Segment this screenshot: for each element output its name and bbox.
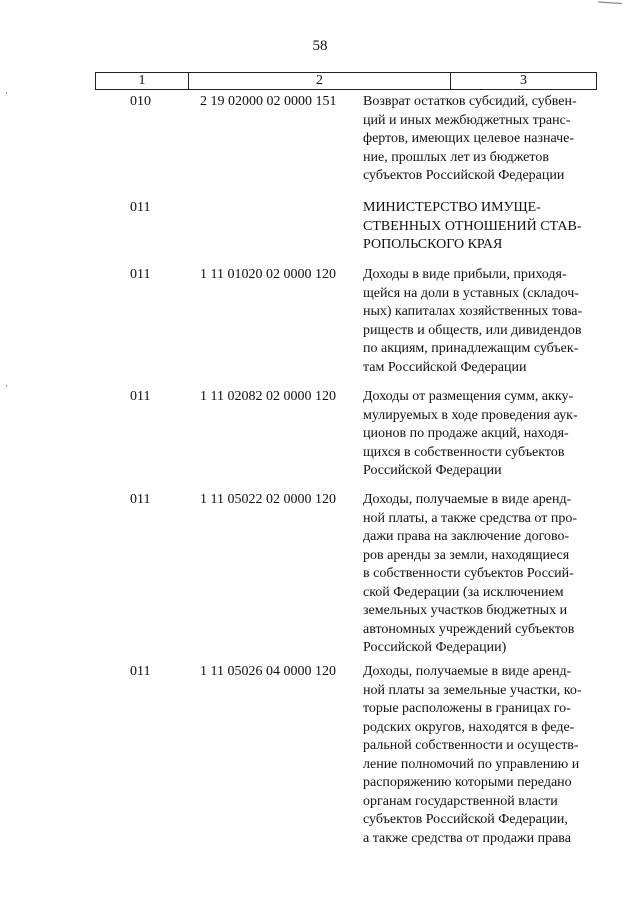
kbk-code: 1 11 05022 02 0000 120	[200, 492, 336, 507]
kbk-code: 1 11 01020 02 0000 120	[200, 267, 336, 282]
description-line: земельных участков бюджетных и	[363, 603, 568, 618]
description-line: МИНИСТЕРСТВО ИМУЩЕ-	[363, 200, 541, 215]
description-line: торые расположены в границах го-	[363, 701, 571, 716]
admin-code: 011	[130, 200, 151, 215]
description-line: дажи права на заключение догово-	[363, 529, 570, 544]
description-line: ных) капиталах хозяйственных това-	[363, 304, 583, 319]
description-line: щихся в собственности субъектов	[363, 444, 565, 460]
description-line: органам государственной власти	[363, 793, 558, 809]
description-line: Российской Федерации)	[363, 640, 507, 655]
admin-code: 011	[130, 664, 151, 679]
row-description	[363, 491, 598, 658]
description-line: а также средства от продажи права	[363, 830, 571, 846]
description-line: мулируемых в ходе проведения аук-	[363, 407, 578, 423]
description-line: РОПОЛЬСКОГО КРАЯ	[363, 237, 503, 252]
row-description	[363, 266, 598, 377]
description-line: ной платы, а также средства от про-	[363, 510, 577, 526]
header-col-3: 3	[520, 73, 527, 88]
scan-corner-mark	[598, 1, 622, 5]
row-description	[363, 663, 598, 848]
description-line: Доходы, получаемые в виде аренд-	[363, 492, 572, 507]
description-line: в собственности субъектов Россий-	[363, 566, 574, 581]
description-line: Доходы, получаемые в виде аренд-	[363, 664, 572, 679]
row-description	[363, 388, 598, 481]
description-line: ральной собственности и осуществ-	[363, 738, 579, 753]
description-line: по акциям, принадлежащим субъек-	[363, 341, 579, 356]
description-line: ров аренды за земли, находящиеся	[363, 547, 570, 563]
description-line: Доходы в виде прибыли, приходя-	[363, 267, 567, 282]
description-line: СТВЕННЫХ ОТНОШЕНИЙ СТАВ-	[363, 218, 582, 234]
description-line: субъектов Российской Федерации,	[363, 812, 568, 827]
admin-code: 010	[130, 94, 151, 109]
description-line: родских округов, находятся в феде-	[363, 719, 575, 735]
table-header	[95, 72, 597, 90]
description-line: субъектов Российской Федерации	[363, 168, 565, 183]
description-line: ной платы за земельные участки, ко-	[363, 682, 582, 698]
description-line: ской Федерации (за исключением	[363, 584, 564, 600]
row-description	[363, 199, 598, 255]
header-col-2: 2	[189, 73, 451, 89]
description-line: автономных учреждений субъектов	[363, 621, 575, 637]
description-line: ние, прошлых лет из бюджетов	[363, 149, 549, 165]
scan-margin-mark	[6, 92, 7, 94]
description-line: там Российской Федерации	[363, 359, 527, 375]
admin-code: 011	[130, 267, 151, 282]
description-line: Доходы от размещения сумм, акку-	[363, 389, 574, 404]
kbk-code: 1 11 02082 02 0000 120	[200, 389, 336, 404]
kbk-code: 2 19 02000 02 0000 151	[200, 94, 337, 109]
description-line: фертов, имеющих целевое назначе-	[363, 131, 575, 146]
page-number: 58	[312, 38, 328, 54]
scan-margin-mark	[6, 385, 7, 387]
description-line: щейся на доли в уставных (складоч-	[363, 285, 579, 301]
row-description	[363, 93, 598, 186]
kbk-code: 1 11 05026 04 0000 120	[200, 664, 336, 679]
header-col-1: 1	[96, 73, 189, 89]
description-line: Российской Федерации	[363, 463, 502, 478]
description-line: ление полномочий по управлению и	[363, 756, 580, 772]
admin-code: 011	[130, 492, 151, 507]
description-line: распоряжению которыми передано	[363, 775, 572, 790]
description-line: Возврат остатков субсидий, субвен-	[363, 94, 577, 109]
description-line: ций и иных межбюджетных транс-	[363, 112, 571, 128]
description-line: ционов по продаже акций, находя-	[363, 426, 569, 441]
description-line: риществ и обществ, или дивидендов	[363, 322, 582, 338]
admin-code: 011	[130, 389, 151, 404]
